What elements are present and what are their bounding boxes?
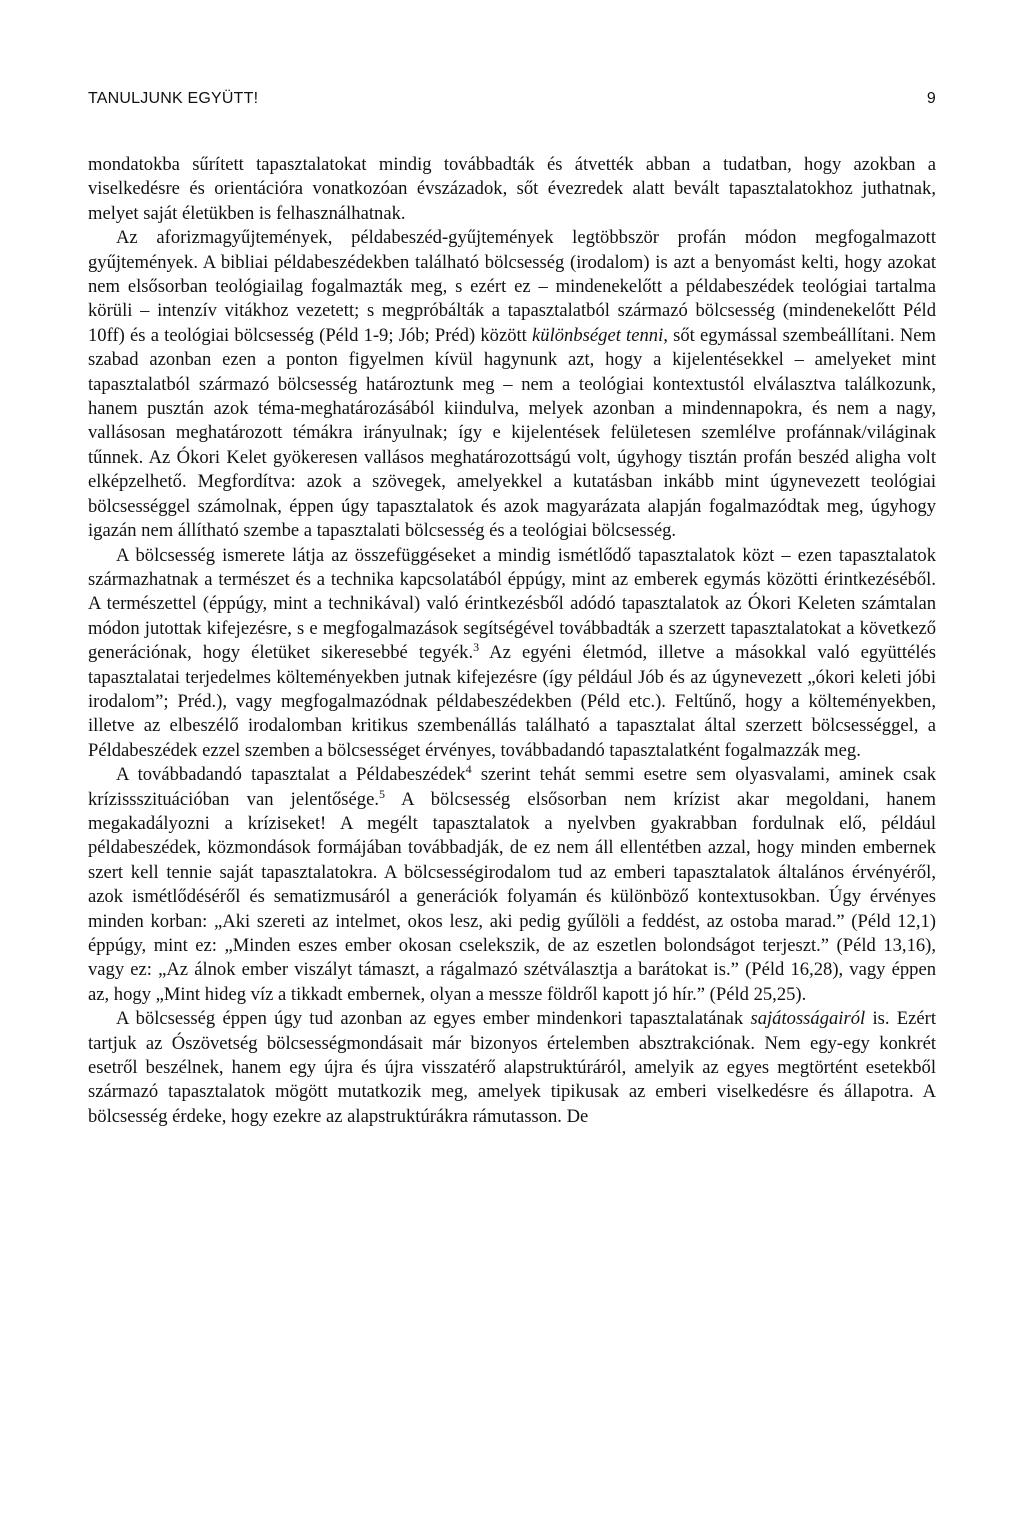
paragraph-2-text-2: sőt egymással szembeállítani. Nem szabad azonban ezen a ponton figyelmen kívül hagynunk azt, hogy a kijelentésekkel – amelyeket mint tapasztalatból származó bölcsesség határoztunk meg – nem a teológiai kontextustól elválasztva találkozunk, hanem pusztán azok téma-meghatározásából kiindulva, melyek azonban a mindennapokra, és nem a nagy, vallásosan meghatározott témákra irányulnak; így e kijelentések felületesen szemlélve profánnak/világinak tűnnek. Az Ókori Kelet gyökeresen vallásos meghatározottságú volt, úgyhogy tisztán profán beszéd aligha volt elképzelhető. Megfordítva: azok a szövegek, amelyekkel a kutatásban inkább mint úgynevezett teológiai bölcsességgel számolnak, éppen úgy tapasztalatok és azok magyarázata alapján fogalmazódtak meg, úgyhogy igazán nem állítható szembe a tapasztalati bölcsesség és a teológiai bölcsesség. — [88, 324, 936, 542]
paragraph-4-text-2: szerint tehát semmi esetre sem olyasvalami, aminek csak krízissszituációban van jelentősége. — [88, 764, 936, 810]
paragraph-2-text-1: Az aforizmagyűjtemények, példabeszéd-gyűjtemények legtöbbször profán módon megfogalmazott gyűjtemények. A bibliai példabeszédekben található bölcsesség (irodalom) is azt a benyomást kelti, hogy azokat nem elsősorban teológiailag fogalmazták meg, s ezért ez – mindenekelőtt a példabeszédek teológiai tartalma körüli – intenzív vitákhoz vezetett; s megpróbálták a tapasztalatból származó bölcsesség (mindenekelőtt Péld 10ff) és a teológiai bölcsesség (Péld 1-9; Jób; Préd) között — [88, 227, 936, 346]
paragraph-2 — [88, 226, 936, 543]
footnote-ref-3: 3 — [473, 639, 480, 654]
paragraph-4-text-3: A bölcsesség elsősorban nem krízist akar megoldani, hanem megakadályozni a kríziseket! A megélt tapasztalatok a nyelvben gyakrabban fordulnak elő, például példabeszédek, közmondások formájában továbbadják, de ez nem áll ellentétben azzal, hogy minden embernek szert kell tennie saját tapasztalatokra. A bölcsességirodalom tud az emberi tapasztalatok általános érvényéről, azok ismétlődéséről és sematizmusáról a generációk folyamán és különböző kontextusokban. Úgy érvényes minden korban: „Aki szereti az intelmet, okos lesz, aki pedig gyűlöli a feddést, az ostoba marad.” (Péld 12,1) éppúgy, mint ez: „Minden eszes ember okosan cselekszik, de az eszetlen bolondságot terjeszt.” (Péld 13,16), vagy ez: „Az álnok ember viszályt támaszt, a rágalmazó szétválasztja a barátokat is.” (Péld 16,28), vagy éppen az, hogy „Mint hideg víz a tikkadt embernek, olyan a messze földről kapott jó hír.” (Péld 25,25). — [88, 788, 936, 1005]
page-number: 9 — [926, 90, 936, 107]
paragraph-5-text-2: is. Ezért tartjuk az Ószövetség bölcsességmondásait már bizonyos értelemben absztrakciónak. Nem egy-egy konkrét esetről beszélnek, hanem egy újra és újra visszatérő alapstruktúráról, amelyik az egyes megtörtént esetekből származó tapasztalatok mögött mutatkozik meg, amelyek tipikusak az emberi viselkedésre és állapotra. A bölcsesség érdeke, hogy ezekre az alapstruktúrákra rámutasson. De — [88, 1008, 936, 1127]
paragraph-5 — [88, 1007, 936, 1129]
paragraph-5-emphasis: sajátosságairól — [750, 1008, 866, 1030]
paragraph-1-text: mondatokba sűrített tapasztalatokat mindig továbbadták és átvették abban a tudatban, hogy azokban a viselkedésre és orientációra vonatkozóan évszázadok, sőt évezredek alatt bevált tapasztalatokhoz juthatnak, melyet saját életükben is felhasználhatnak. — [88, 154, 936, 224]
paragraph-3 — [88, 544, 936, 764]
page-header — [88, 90, 936, 114]
paragraph-2-emphasis: különbséget tenni, — [532, 324, 668, 346]
paragraph-3-text-1: A bölcsesség ismerete látja az összefüggéseket a mindig ismétlődő tapasztalatok közt – ezen tapasztalatok származhatnak a természet és a technika kapcsolatából éppúgy, mint az emberek egymás közötti érintkezéséből. A természettel (éppúgy, mint a technikával) való érintkezésből adódó tapasztalatok az Ókori Keleten számtalan módon jutottak kifejezésre, s e megfogalmazások segítségével továbbadták a szerzett tapasztalatokat a következő generációnak, hogy életüket sikeresebbé tegyék. — [88, 544, 936, 664]
paragraph-4 — [88, 763, 936, 1007]
body-text — [88, 153, 936, 1129]
footnote-ref-4: 4 — [465, 761, 472, 776]
paragraph-5-text-1: A bölcsesség éppen úgy tud azonban az egyes ember mindenkori tapasztalatának — [116, 1008, 751, 1030]
running-title: TANULJUNK EGYÜTT! — [88, 90, 259, 107]
paragraph-1 — [88, 153, 936, 226]
paragraph-4-text-1: A továbbadandó tapasztalat a Példabeszédek — [116, 764, 466, 786]
footnote-ref-5: 5 — [378, 786, 385, 801]
paragraph-3-text-2: Az egyéni életmód, illetve a másokkal való együttélés tapasztalatai terjedelmes költeményekben jutnak kifejezésre (így például Jób és az úgynevezett „ókori keleti jóbi irodalom”; Préd.), vagy megfogalmazódnak példabeszédekben (Péld etc.). Feltűnő, hogy a költeményekben, illetve az elbeszélő irodalomban kritikus szembenállás található a tapasztalat által szerzett bölcsességgel, a Példabeszédek ezzel szemben a bölcsességet érvényes, továbbadandó tapasztalatként fogalmazzák meg. — [88, 642, 936, 761]
